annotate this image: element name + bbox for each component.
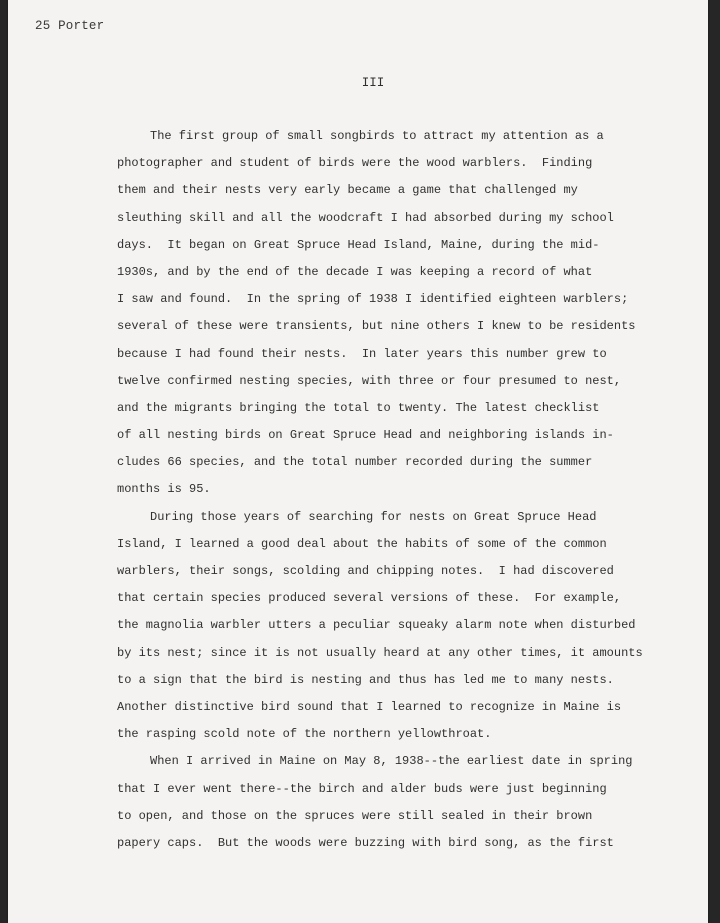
text-line: cludes 66 species, and the total number recorded during the summer <box>117 455 593 470</box>
text-line: I saw and found. In the spring of 1938 I identified eighteen warblers; <box>117 292 629 307</box>
text-line: sleuthing skill and all the woodcraft I had absorbed during my school <box>117 210 614 225</box>
text-line: several of these were transients, but nine others I knew to be residents <box>117 319 636 334</box>
text-line: that certain species produced several versions of these. For example, <box>117 591 622 606</box>
text-line: During those years of searching for nests on Great Spruce Head <box>150 509 597 524</box>
text-line: months is 95. <box>117 482 211 497</box>
text-line: the magnolia warbler utters a peculiar squeaky alarm note when disturbed <box>117 618 636 633</box>
text-line: The first group of small songbirds to attract my attention as a <box>150 129 604 143</box>
text-line: because I had found their nests. In later years this number grew to <box>117 346 607 361</box>
text-line: them and their nests very early became a game that challenged my <box>117 183 578 198</box>
text-line: to a sign that the bird is nesting and thus has led me to many nests. <box>117 672 614 687</box>
text-line: days. It began on Great Spruce Head Island, Maine, during the mid- <box>117 237 600 252</box>
text-line: to open, and those on the spruces were still sealed in their brown <box>117 808 593 823</box>
body-text <box>117 123 657 857</box>
text-line: papery caps. But the woods were buzzing with bird song, as the first <box>117 835 614 850</box>
section-heading: III <box>361 76 385 90</box>
text-line: Another distinctive bird sound that I learned to recognize in Maine is <box>117 699 622 714</box>
text-line: When I arrived in Maine on May 8, 1938--the earliest date in spring <box>150 754 633 769</box>
text-line: Island, I learned a good deal about the habits of some of the common <box>117 536 607 551</box>
typed-page <box>8 0 708 923</box>
text-line: warblers, their songs, scolding and chipping notes. I had discovered <box>117 564 614 578</box>
text-line: of all nesting birds on Great Spruce Head and neighboring islands in- <box>117 428 614 443</box>
text-line: and the migrants bringing the total to twenty. The latest checklist <box>117 400 600 415</box>
text-line: 1930s, and by the end of the decade I was keeping a record of what <box>117 264 593 279</box>
text-line: the rasping scold note of the northern yellowthroat. <box>117 727 492 742</box>
text-line: by its nest; since it is not usually heard at any other times, it amounts <box>117 645 643 660</box>
text-line: that I ever went there--the birch and alder buds were just beginning <box>117 781 607 796</box>
text-line: photographer and student of birds were the wood warblers. Finding <box>117 156 593 171</box>
page-header-label: 25 Porter <box>35 19 105 33</box>
text-line: twelve confirmed nesting species, with three or four presumed to nest, <box>117 373 622 388</box>
